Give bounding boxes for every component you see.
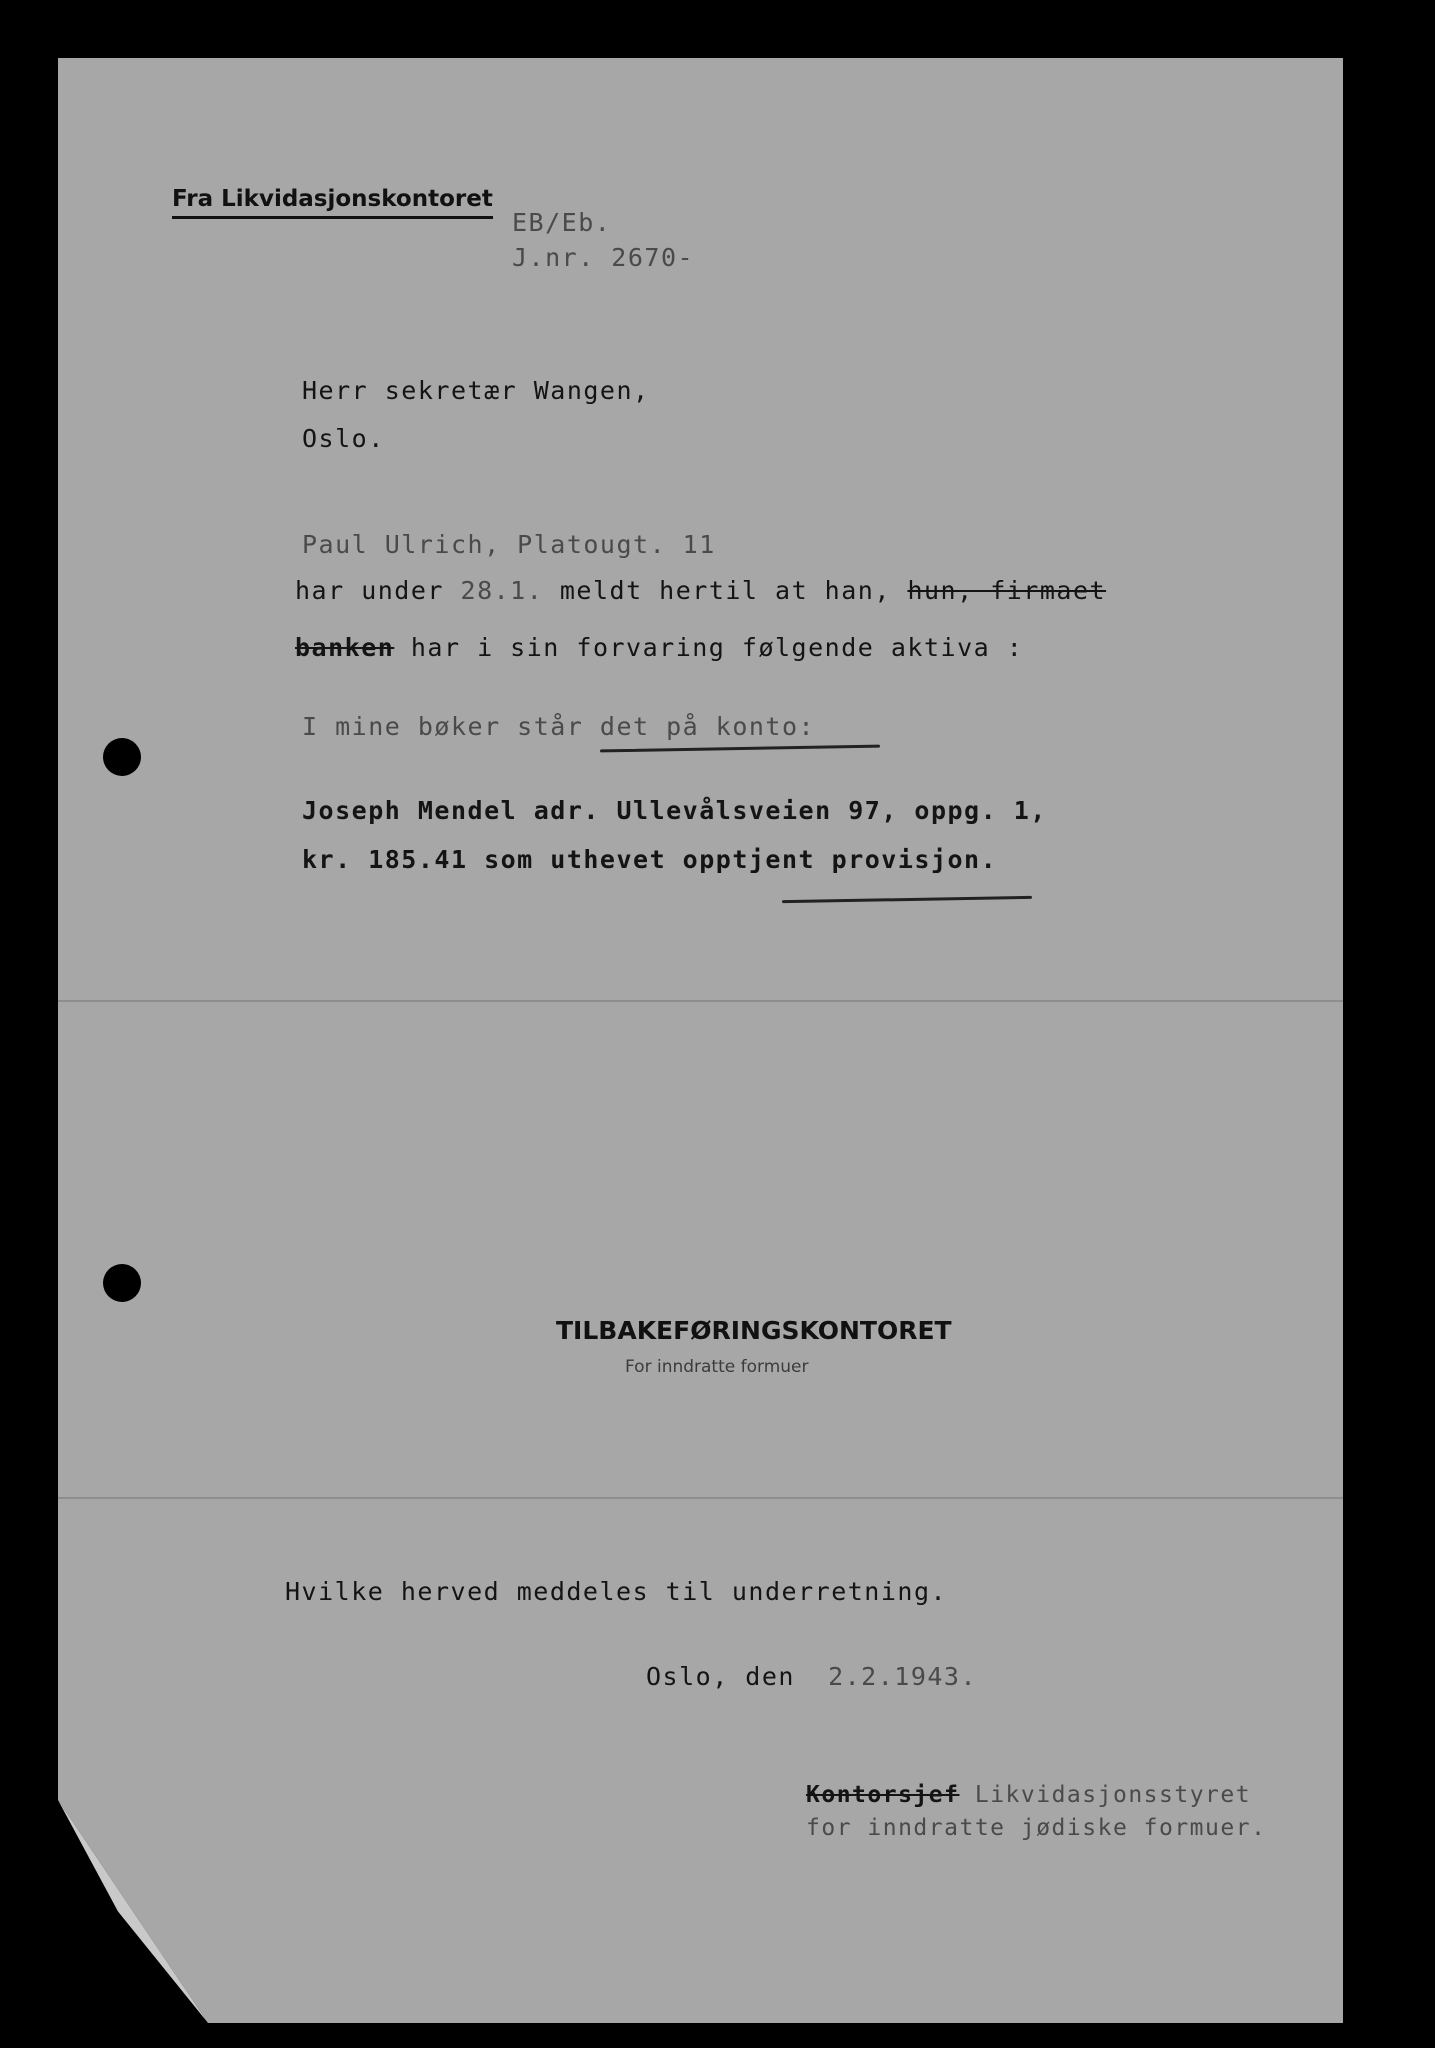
letter-date: 2.2.1943. [828, 1662, 978, 1691]
stamp-subtitle: For inndratte formuer [625, 1357, 809, 1377]
addressee-name: Herr sekretær Wangen, [302, 376, 650, 405]
journal-number: J.nr. 2670- [512, 243, 695, 272]
signature-line-1 [806, 1782, 1251, 1808]
account-intro: I mine bøker står det på konto: [302, 712, 816, 741]
reference-initials: EB/Eb. [512, 208, 612, 237]
signatory-body: Likvidasjonsstyret [974, 1782, 1252, 1808]
struck-options: hun, firmaet [907, 576, 1107, 605]
closing-line: Hvilke herved meddeles til underretning. [285, 1577, 948, 1606]
struck-bank: banken [295, 633, 395, 662]
place-date [646, 1662, 977, 1691]
body-line-1 [295, 576, 1106, 605]
signature-line-2: for inndratte jødiske formuer. [806, 1815, 1267, 1841]
document-page [58, 58, 1343, 2023]
body-line-2 [295, 633, 1023, 662]
letterhead: Fra Likvidasjonskontoret [172, 186, 493, 219]
account-line-2: kr. 185.41 som uthevet opptjent provisjon. [302, 845, 998, 874]
account-line-1: Joseph Mendel adr. Ullevålsveien 97, oppg. 1, [302, 796, 1047, 825]
body-middle: meldt hertil at han, [559, 576, 891, 605]
reporter-line: Paul Ulrich, Platougt. 11 [302, 530, 716, 559]
place: Oslo, den [646, 1662, 795, 1691]
punch-hole [103, 738, 141, 776]
addressee-city: Oslo. [302, 424, 385, 453]
body-prefix: har under [295, 576, 444, 605]
struck-title: Kontorsjef [806, 1782, 960, 1808]
stamp-title: TILBAKEFØRINGSKONTORET [556, 1316, 952, 1345]
fold-crease [58, 1497, 1343, 1499]
fold-crease [58, 1000, 1343, 1002]
report-date: 28.1. [460, 576, 544, 605]
body-rest: har i sin forvaring følgende aktiva : [410, 633, 1024, 662]
punch-hole [103, 1264, 141, 1302]
